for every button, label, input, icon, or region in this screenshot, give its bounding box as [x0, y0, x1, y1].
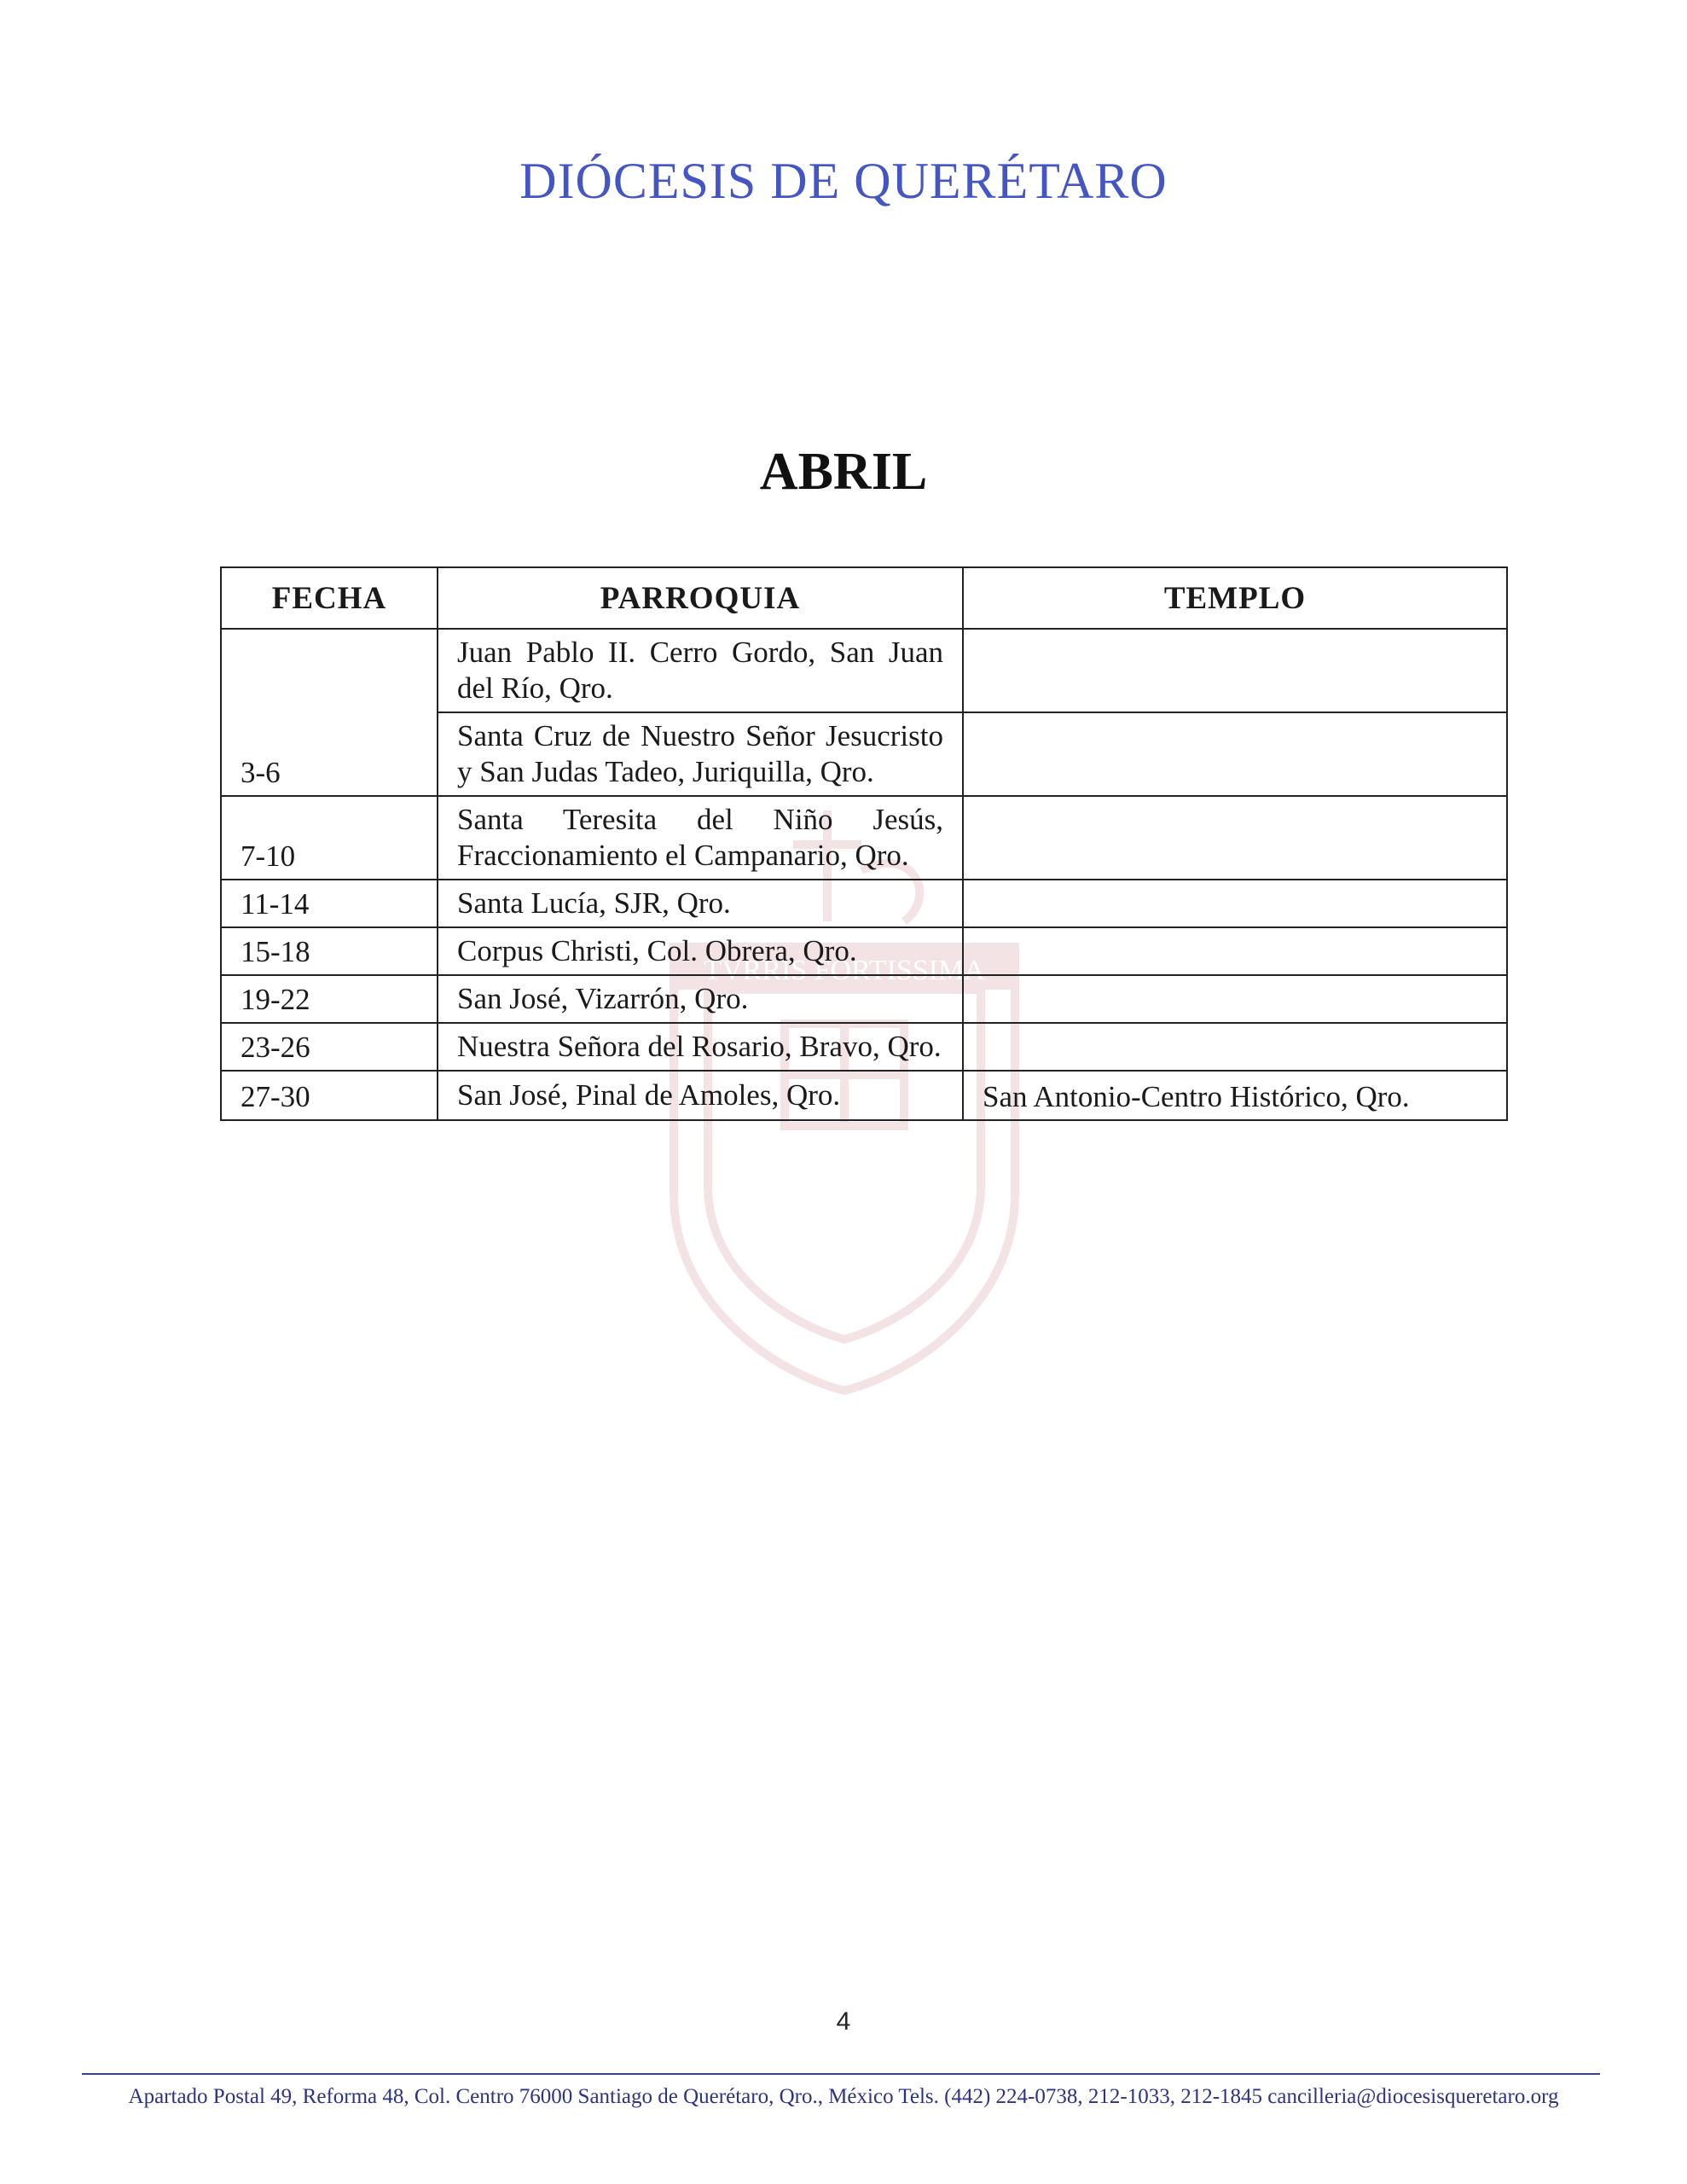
fecha-cell: 11-14 [221, 880, 438, 927]
parroquia-cell: San José, Vizarrón, Qro. [438, 975, 963, 1023]
fecha-cell: 23-26 [221, 1023, 438, 1071]
table-row [221, 629, 1507, 712]
fecha-cell: 15-18 [221, 927, 438, 975]
watermark-motto: TVRRIS FORTISSIMA [704, 955, 985, 986]
schedule-table [220, 566, 1508, 1121]
templo-cell [963, 1023, 1507, 1071]
templo-cell [963, 975, 1507, 1023]
parroquia-cell: Santa Teresita del Niño Jesús, Fraccionamiento el Campanario, Qro. [438, 796, 963, 880]
month-title: ABRIL [759, 443, 928, 501]
templo-cell [963, 927, 1507, 975]
templo-cell: San Antonio-Centro Histórico, Qro. [963, 1071, 1507, 1120]
column-header-parroquia: PARROQUIA [438, 567, 963, 629]
diocese-title: DIÓCESIS DE QUERÉTARO [519, 153, 1168, 209]
table-row [221, 975, 1507, 1023]
table-row [221, 796, 1507, 880]
column-header-templo: TEMPLO [963, 567, 1507, 629]
parroquia-cell: San José, Pinal de Amoles, Qro. [438, 1071, 963, 1120]
parroquia-cell: Santa Lucía, SJR, Qro. [438, 880, 963, 927]
templo-cell [963, 712, 1507, 796]
table-row [221, 880, 1507, 927]
templo-cell [963, 629, 1507, 712]
table-row [221, 1023, 1507, 1071]
footer-address: Apartado Postal 49, Reforma 48, Col. Centro 76000 Santiago de Querétaro, Qro., México Tels. (442) 224-0738, 212-1033, 212-1845 cancilleria@diocesisqueretaro.org [128, 2085, 1559, 2108]
table-header-row [221, 567, 1507, 629]
parroquia-cell: Nuestra Señora del Rosario, Bravo, Qro. [438, 1023, 963, 1071]
table-row [221, 927, 1507, 975]
footer-divider [82, 2073, 1600, 2075]
page-number: 4 [836, 2007, 851, 2036]
fecha-cell: 19-22 [221, 975, 438, 1023]
parroquia-cell: Juan Pablo II. Cerro Gordo, San Juan del Río, Qro. [438, 629, 963, 712]
table-row [221, 1071, 1507, 1120]
fecha-cell: 3-6 [221, 629, 438, 796]
parroquia-cell: Corpus Christi, Col. Obrera, Qro. [438, 927, 963, 975]
templo-cell [963, 796, 1507, 880]
parroquia-cell: Santa Cruz de Nuestro Señor Jesucristo y San Judas Tadeo, Juriquilla, Qro. [438, 712, 963, 796]
templo-cell [963, 880, 1507, 927]
fecha-cell: 7-10 [221, 796, 438, 880]
column-header-fecha: FECHA [221, 567, 438, 629]
fecha-cell: 27-30 [221, 1071, 438, 1120]
